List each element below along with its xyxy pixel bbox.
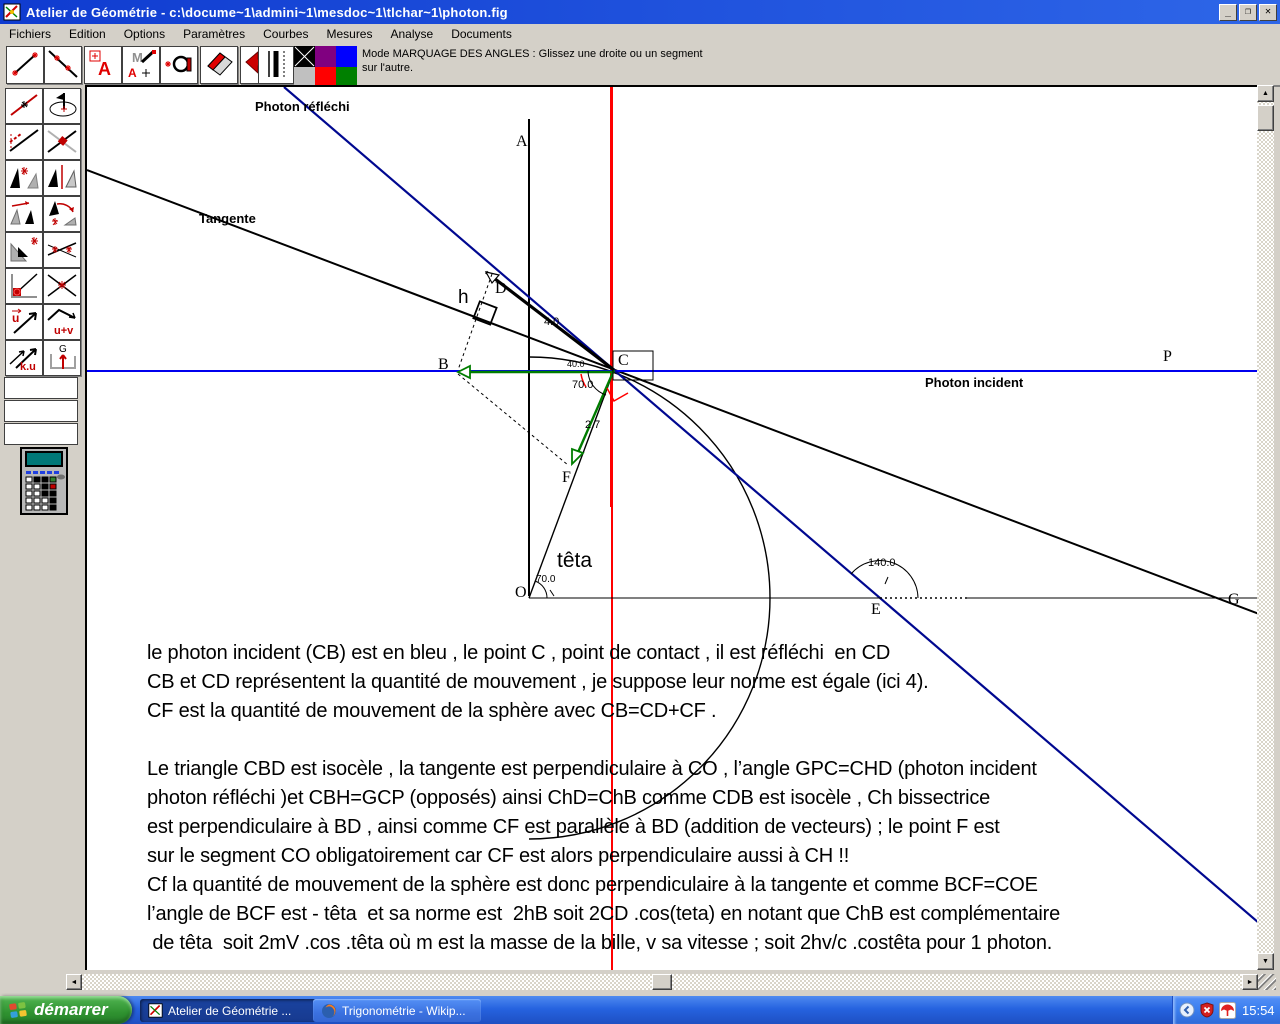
- measure-angle-140: 140.0: [868, 557, 896, 569]
- vertical-scrollbar[interactable]: [1257, 85, 1274, 970]
- barycenter-tool-button[interactable]: [43, 340, 81, 376]
- windows-logo-icon: [8, 1000, 28, 1020]
- compass-icon: [45, 90, 79, 120]
- notes-line: le photon incident (CB) est en bleu , le point C , point de contact , il est réfléchi en CD: [147, 642, 891, 664]
- measure-cf-norm: 2.7: [585, 419, 601, 431]
- barycenter-icon: [45, 342, 79, 372]
- segment-tool-button[interactable]: [6, 46, 44, 84]
- grab-point-tool-button[interactable]: [160, 46, 198, 84]
- measure-cd-norm: 4.0: [544, 316, 560, 328]
- taskbar: [0, 996, 1280, 1024]
- point-a-label: A: [516, 133, 528, 150]
- rename-tool-button[interactable]: [122, 46, 160, 84]
- minimize-button[interactable]: _: [1219, 4, 1237, 21]
- svg-text:u: u: [12, 311, 20, 325]
- menu-edition[interactable]: Edition: [69, 27, 106, 41]
- start-button[interactable]: [0, 996, 132, 1024]
- mediatrice-icon: [7, 90, 41, 120]
- panel-slot-2[interactable]: [4, 400, 78, 422]
- intersection-icon: [45, 270, 79, 300]
- menu-documents[interactable]: Documents: [451, 27, 512, 41]
- title-bar: [0, 0, 1280, 24]
- maximize-button[interactable]: ❐: [1239, 4, 1257, 21]
- homothety-icon: [7, 234, 41, 264]
- system-tray: [1172, 996, 1280, 1024]
- scroll-left-button[interactable]: ◄: [66, 974, 82, 990]
- label-point-tool-icon: [86, 48, 120, 80]
- translation-tool-button[interactable]: [5, 196, 43, 232]
- notes-text: [147, 639, 1257, 958]
- parallel-icon: [7, 126, 41, 156]
- notes-line: CF est la quantité de mouvement de la sphère avec CB=CD+CF .: [147, 700, 717, 722]
- transfer-measure-tool-button[interactable]: [43, 232, 81, 268]
- horizontal-scroll-thumb[interactable]: [652, 974, 672, 990]
- security-alert-icon[interactable]: [1199, 1002, 1215, 1018]
- firefox-icon: [321, 1003, 337, 1019]
- palette-blue[interactable]: [336, 46, 357, 67]
- close-button[interactable]: ✕: [1259, 4, 1277, 21]
- notes-line: Le triangle CBD est isocèle , la tangente est perpendiculaire à CO , l’angle GPC=CHD (photon incident: [147, 758, 1037, 780]
- point-o-label: O: [515, 584, 527, 601]
- teta-label: têta: [557, 549, 593, 572]
- window-title: Atelier de Géométrie - c:\docume~1\admini~1\mesdoc~1\tlchar~1\photon.fig: [26, 4, 508, 20]
- point-e-label: E: [871, 601, 881, 618]
- scroll-right-button[interactable]: ►: [1242, 974, 1258, 990]
- panel-slot-3[interactable]: [4, 423, 78, 445]
- antivirus-umbrella-icon[interactable]: [1219, 1002, 1236, 1019]
- start-label: démarrer: [34, 1000, 108, 1019]
- resize-grip[interactable]: [1258, 974, 1276, 990]
- palette-black[interactable]: [294, 46, 315, 67]
- hide-icons-chevron-icon[interactable]: [1179, 1002, 1195, 1018]
- palette-purple[interactable]: [315, 46, 336, 67]
- vector-scale-icon: [7, 342, 41, 372]
- task-trigonometrie-label: Trigonométrie - Wikip...: [342, 1003, 466, 1018]
- vector-scale-tool-button[interactable]: [5, 340, 43, 376]
- menu-courbes[interactable]: Courbes: [263, 27, 309, 41]
- mode-message-line1: Mode MARQUAGE DES ANGLES : Glissez une droite ou un segment: [362, 48, 703, 60]
- point-f-label: F: [562, 469, 571, 486]
- eraser-tool-icon: [202, 48, 236, 80]
- notes-line: de têta soit 2mV .cos .têta où m est la masse de la bille, v sa vitesse ; soit 2hv/c .costêta pour 1 photon.: [147, 932, 1053, 954]
- point-b-label: B: [438, 356, 449, 373]
- translation-icon: [7, 198, 41, 228]
- panel-slot-1[interactable]: [4, 377, 78, 399]
- label-point-tool-button[interactable]: [84, 46, 122, 84]
- perpendicular-icon: [45, 126, 79, 156]
- segment-tool-icon: [8, 48, 42, 80]
- menu-mesures[interactable]: Mesures: [326, 27, 373, 41]
- right-angle-icon: [7, 270, 41, 300]
- notes-line: photon réfléchi )et CBH=GCP (opposés) ainsi ChD=ChB comme CDB est isocèle , Ch bissectrice: [147, 787, 991, 809]
- rename-tool-icon: [124, 48, 158, 80]
- drawing-canvas[interactable]: [85, 85, 1257, 970]
- notes-line: l’angle de BCF est - têta et sa norme est 2hB soit 2CD .cos(teta) en notant que ChB est complémentaire: [147, 903, 1060, 925]
- vector-sum-icon: [45, 306, 79, 336]
- atelier-task-icon: [148, 1003, 163, 1018]
- photon-reflechi-label: Photon réfléchi: [255, 99, 350, 114]
- vector-sum-tool-button[interactable]: [43, 304, 81, 340]
- menu-analyse[interactable]: Analyse: [390, 27, 434, 41]
- photon-incident-label: Photon incident: [925, 375, 1024, 390]
- line-tool-button[interactable]: [44, 46, 82, 84]
- task-atelier-label: Atelier de Géométrie ...: [168, 1003, 292, 1018]
- tool-panel: [0, 85, 85, 990]
- color-palette: [294, 46, 357, 88]
- panel-bars-icon: [259, 48, 293, 80]
- homothety-tool-button[interactable]: [5, 232, 43, 268]
- point-symmetry-icon: [7, 162, 41, 192]
- point-h-label: h: [458, 287, 469, 308]
- measure-angle-40: 40.0: [567, 359, 585, 369]
- toolbar: [0, 44, 1280, 87]
- svg-text:u+v: u+v: [54, 325, 74, 336]
- point-g-label: G: [1228, 591, 1240, 608]
- menu-bar: [0, 24, 1280, 45]
- transfer-measure-icon: [45, 234, 79, 264]
- show-hide-panel-button[interactable]: [258, 46, 294, 84]
- point-symmetry-tool-button[interactable]: [5, 160, 43, 196]
- notes-line: Cf la quantité de mouvement de la sphère est donc perpendiculaire à la tangente et comme BCF=COE: [147, 874, 1038, 896]
- line-tool-icon: [46, 48, 80, 80]
- point-p-label: P: [1163, 348, 1172, 365]
- vector-tool-button[interactable]: [5, 304, 43, 340]
- calculator-icon[interactable]: [20, 447, 68, 515]
- rotation-tool-button[interactable]: [43, 196, 81, 232]
- mode-message-line2: sur l'autre.: [362, 62, 414, 74]
- point-c-label: C: [618, 352, 629, 369]
- svg-text:M: M: [132, 50, 143, 65]
- axial-symmetry-icon: [45, 162, 79, 192]
- scroll-up-button[interactable]: ▲: [1257, 85, 1274, 102]
- perpendicular-tool-button[interactable]: [43, 124, 81, 160]
- measure-angle-70-o: 70.0: [536, 574, 556, 585]
- eraser-tool-button[interactable]: [200, 46, 238, 84]
- rotation-icon: [45, 198, 79, 228]
- grab-point-tool-icon: [162, 48, 196, 80]
- notes-line: est perpendiculaire à BD , ainsi comme CF est parallèle à BD (addition de vecteurs) ; le point F est: [147, 816, 1000, 838]
- intersection-tool-button[interactable]: [43, 268, 81, 304]
- app-icon: [3, 3, 21, 21]
- vertical-scroll-thumb[interactable]: [1257, 105, 1274, 131]
- menu-parametres[interactable]: Paramètres: [183, 27, 246, 41]
- menu-options[interactable]: Options: [123, 27, 166, 41]
- menu-fichiers[interactable]: Fichiers: [9, 27, 52, 41]
- vector-icon: [7, 306, 41, 336]
- notes-line: [147, 726, 1257, 755]
- point-d-label: D: [495, 280, 507, 297]
- svg-text:A: A: [98, 59, 111, 79]
- mediatrice-tool-button[interactable]: [5, 88, 43, 124]
- scroll-down-button[interactable]: ▼: [1257, 953, 1274, 970]
- task-atelier[interactable]: [140, 999, 324, 1022]
- horizontal-scrollbar[interactable]: [66, 974, 1258, 990]
- svg-text:k.u: k.u: [20, 361, 36, 372]
- axial-symmetry-tool-button[interactable]: [43, 160, 81, 196]
- svg-text:G: G: [59, 344, 67, 355]
- compass-tool-button[interactable]: [43, 88, 81, 124]
- notes-line: CB et CD représentent la quantité de mouvement , je suppose leur norme est égale (ici 4).: [147, 671, 929, 693]
- clock: 15:54: [1242, 1002, 1275, 1018]
- task-trigonometrie[interactable]: [313, 999, 481, 1022]
- right-angle-tool-button[interactable]: [5, 268, 43, 304]
- notes-line: sur le segment CO obligatoirement car CF est alors perpendiculaire aussi à CH !!: [147, 845, 850, 867]
- tangente-label: Tangente: [199, 211, 256, 226]
- parallel-tool-button[interactable]: [5, 124, 43, 160]
- measure-angle-70-c: 70.0: [572, 379, 594, 391]
- svg-text:A: A: [128, 66, 137, 80]
